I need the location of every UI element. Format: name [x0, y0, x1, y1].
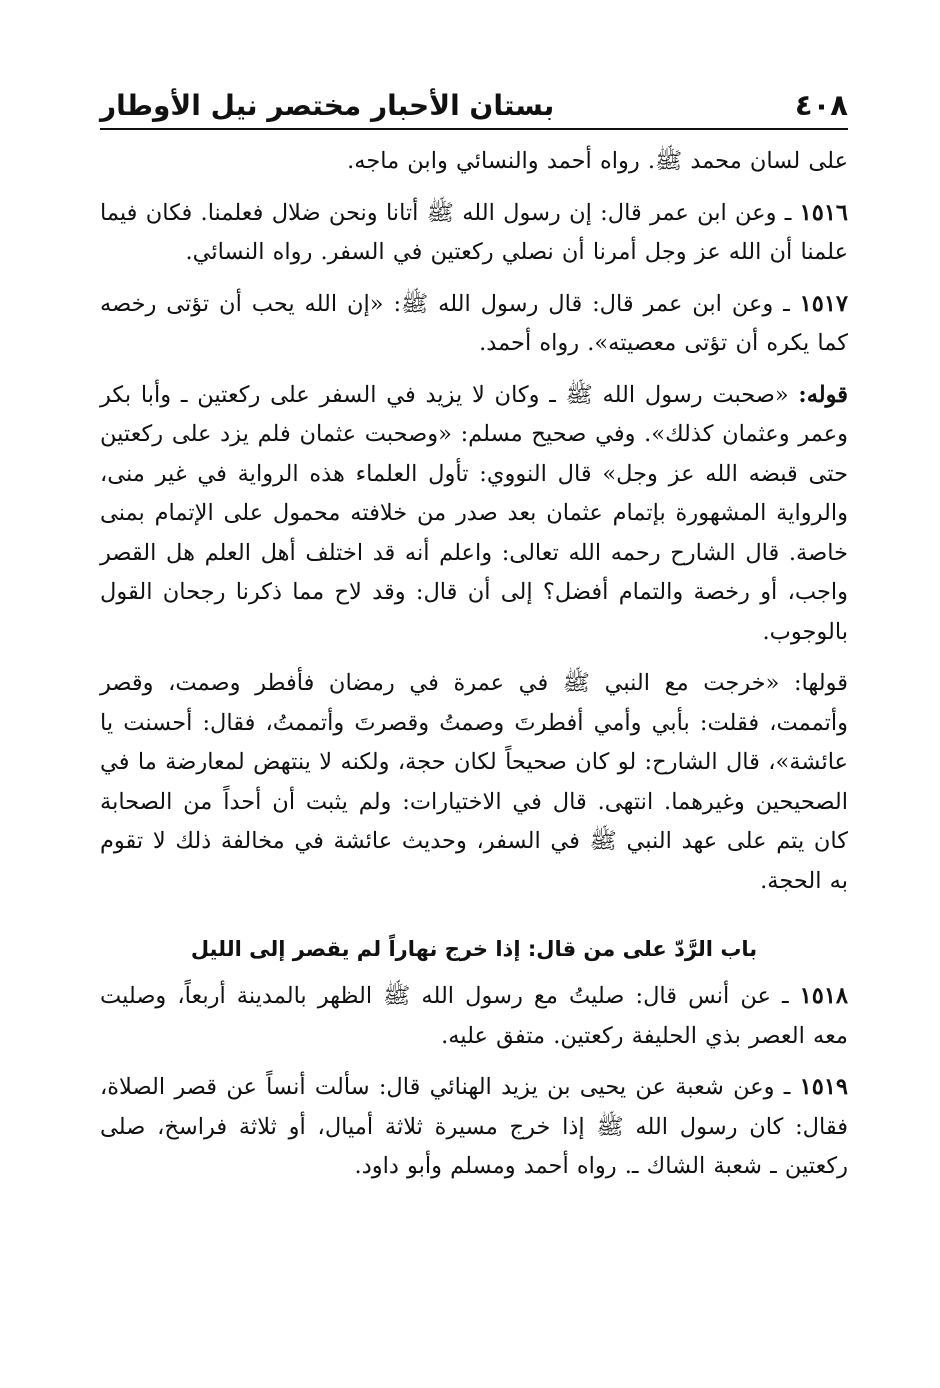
hadith-1516 — [100, 194, 848, 273]
commentary-paragraph-2 — [100, 664, 848, 901]
hadith-1518 — [100, 977, 848, 1056]
page-header — [100, 78, 848, 130]
paragraph-text: ـ عن أنس قال: صليتُ مع رسول الله ﷺ الظهر بالمدينة أربعاً، وصليت معه العصر بذي الحليفة ركعتين. متفق عليه. — [100, 983, 848, 1049]
paragraph-text: على لسان محمد ﷺ. رواه أحمد والنسائي وابن ماجه. — [347, 148, 848, 174]
hadith-number: ١٥١٧ — [799, 290, 848, 317]
book-title: بستان الأحبار مختصر نيل الأوطار — [100, 89, 555, 122]
hadith-number: ١٥١٦ — [799, 199, 848, 226]
paragraph-continuation — [100, 142, 848, 182]
paragraph-text: ـ وعن ابن عمر قال: قال رسول الله ﷺ: «إن الله يحب أن تؤتى رخصه كما يكره أن تؤتى معصيته». رواه أحمد. — [100, 290, 848, 356]
commentary-paragraph-1 — [100, 376, 848, 653]
commentary-lead: قوله: — [798, 381, 848, 408]
paragraph-text: «صحبت رسول الله ﷺ ـ وكان لا يزيد في السفر على ركعتين ـ وأبا بكر وعمر وعثمان كذلك». وفي صحيح مسلم: «وصحبت عثمان فلم يزد على ركعتين حتى قبضه الله عز وجل» قال النووي: تأول العلماء هذه الرواية في غير منى، والرواية المشهورة بإتمام عثمان بعد صدر من خلافته محمول على الإتمام بمنى خاصة. قال الشارح رحمه الله تعالى: واعلم أنه قد اختلف أهل العلم هل القصر واجب، أو رخصة والتمام أفضل؟ إلى أن قال: وقد لاح مما ذكرنا رجحان القول بالوجوب. — [100, 381, 848, 645]
hadith-number: ١٥١٩ — [799, 1074, 848, 1100]
book-page — [100, 78, 848, 1348]
chapter-heading: باب الرَّدّ على من قال: إذا خرج نهاراً لم يقصر إلى الليل — [190, 937, 758, 961]
hadith-1519 — [100, 1068, 848, 1187]
paragraph-text: ـ وعن شعبة عن يحيى بن يزيد الهنائي قال: سألت أنساً عن قصر الصلاة، فقال: كان رسول الله ﷺ إذا خرج مسيرة ثلاثة أميال، أو ثلاثة فراسخ، صلى ركعتين ـ شعبة الشاك ـ. رواه أحمد ومسلم وأبو داود. — [100, 1074, 848, 1179]
hadith-1517 — [100, 285, 848, 364]
paragraph-text: قولها: «خرجت مع النبي ﷺ في عمرة في رمضان فأفطر وصمت، وقصر وأتممت، فقلت: بأبي وأمي أفطرتَ وصمتُ وقصرتَ وأتممتُ، فقال: أحسنت يا عائشة»، قال الشارح: لو كان صحيحاً لكان حجة، ولكنه لا ينتهض لمعارضة ما في الصحيحين وغيرهما. انتهى. قال في الاختيارات: ولم يثبت أن أحداً من الصحابة كان يتم على عهد النبي ﷺ في السفر، وحديث عائشة في مخالفة ذلك لا تقوم به الحجة. — [100, 670, 848, 894]
page-number: ٤٠٨ — [794, 88, 848, 122]
hadith-number: ١٥١٨ — [799, 983, 848, 1009]
paragraph-text: ـ وعن ابن عمر قال: إن رسول الله ﷺ أتانا ونحن ضلال فعلمنا. فكان فيما علمنا أن الله عز وجل أمرنا أن نصلي ركعتين في السفر. رواه النسائي. — [100, 199, 848, 265]
